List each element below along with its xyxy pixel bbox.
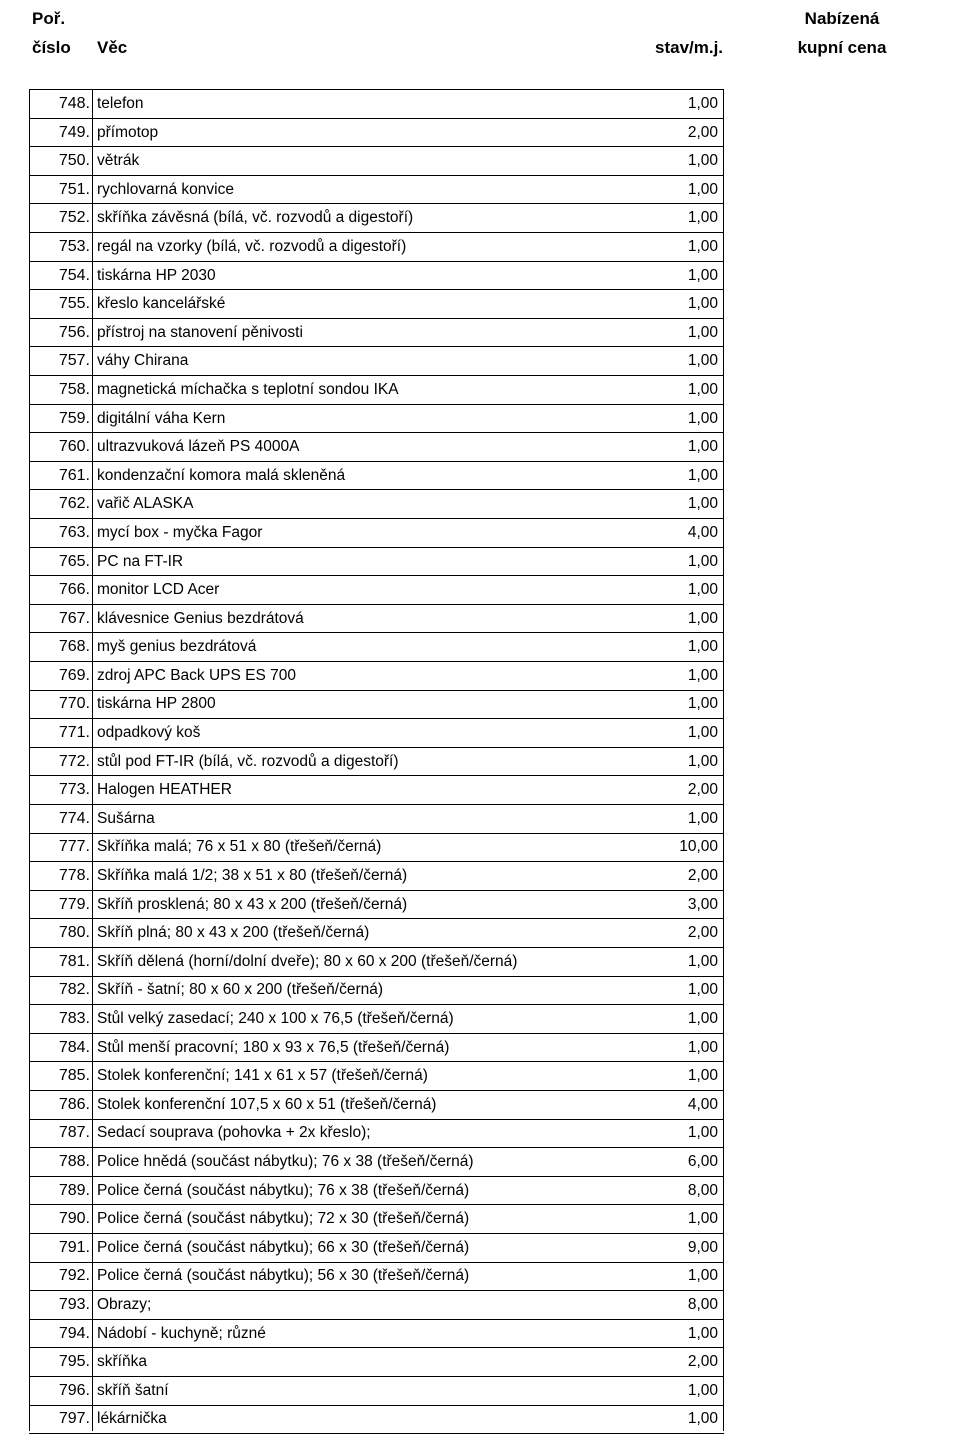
row-number: 796.: [58, 1381, 90, 1399]
row-item: zdroj APC Back UPS ES 700: [97, 666, 297, 684]
row-number: 758.: [58, 380, 90, 398]
header-item: Věc: [97, 38, 128, 57]
table-row: [0, 432, 960, 461]
table-body: [0, 89, 960, 1433]
row-item: přístroj na stanovení pěnivosti: [97, 323, 303, 341]
row-quantity: 8,00: [687, 1181, 718, 1199]
row-number: 755.: [58, 295, 90, 313]
table-row: [0, 404, 960, 433]
row-item: digitální váha Kern: [97, 409, 226, 427]
row-quantity: 2,00: [687, 1353, 718, 1371]
header-price-line2: kupní cena: [797, 38, 887, 57]
row-quantity: 1,00: [687, 552, 718, 570]
row-quantity: 1,00: [687, 1124, 718, 1142]
row-number: 754.: [58, 266, 90, 284]
table-row: [0, 175, 960, 204]
table-row: [0, 718, 960, 747]
row-item: Sedací souprava (pohovka + 2x křeslo);: [97, 1124, 371, 1142]
row-quantity: 1,00: [687, 266, 718, 284]
row-item: tiskárna HP 2800: [97, 695, 216, 713]
table-row: [0, 1261, 960, 1290]
row-quantity: 1,00: [687, 152, 718, 170]
row-number: 752.: [58, 209, 90, 227]
row-item: skříň šatní: [97, 1381, 169, 1399]
row-number: 780.: [58, 924, 90, 942]
table-row: [0, 1376, 960, 1405]
row-number: 761.: [58, 466, 90, 484]
row-item: přímotop: [97, 123, 159, 141]
row-quantity: 1,00: [687, 981, 718, 999]
table-row: [0, 318, 960, 347]
row-quantity: 1,00: [687, 752, 718, 770]
table-row: [0, 1290, 960, 1319]
table-header: [0, 0, 960, 90]
table-row: [0, 861, 960, 890]
header-price: [792, 4, 892, 62]
row-quantity: 1,00: [687, 581, 718, 599]
row-quantity: 1,00: [687, 638, 718, 656]
row-item: kondenzační komora malá skleněná: [97, 466, 346, 484]
row-item: magnetická míchačka s teplotní sondou IKA: [97, 380, 399, 398]
row-quantity: 1,00: [687, 180, 718, 198]
table-row: [0, 689, 960, 718]
row-quantity: 1,00: [687, 1267, 718, 1285]
table-row: [0, 346, 960, 375]
table-row: [0, 604, 960, 633]
row-quantity: 6,00: [687, 1152, 718, 1170]
row-item: telefon: [97, 95, 144, 112]
table-row: [0, 747, 960, 776]
row-number: 763.: [58, 523, 90, 541]
row-item: skříňka: [97, 1353, 147, 1371]
row-quantity: 1,00: [687, 295, 718, 313]
table-row: [0, 1233, 960, 1262]
table-row: [0, 1004, 960, 1033]
row-divider: [29, 1433, 724, 1434]
row-number: 773.: [58, 781, 90, 799]
row-quantity: 1,00: [687, 809, 718, 827]
row-item: stůl pod FT-IR (bílá, vč. rozvodů a digestoří): [97, 752, 399, 770]
row-item: myš genius bezdrátová: [97, 638, 257, 656]
row-number: 782.: [58, 981, 90, 999]
table-row: [0, 261, 960, 290]
header-number-line1: Poř.: [32, 9, 66, 28]
row-item: Skříň dělená (horní/dolní dveře); 80 x 60 x 200 (třešeň/černá): [97, 952, 518, 970]
table-row: [0, 661, 960, 690]
row-number: 768.: [58, 638, 90, 656]
row-quantity: 4,00: [687, 1095, 718, 1113]
row-quantity: 1,00: [687, 438, 718, 456]
table-row: [0, 375, 960, 404]
table-row: [0, 1090, 960, 1119]
header-number: [32, 4, 71, 62]
row-number: 757.: [58, 352, 90, 370]
row-number: 789.: [58, 1181, 90, 1199]
row-quantity: 1,00: [687, 1381, 718, 1399]
row-number: 783.: [58, 1010, 90, 1027]
row-item: PC na FT-IR: [97, 552, 184, 570]
row-number: 749.: [58, 123, 90, 141]
table-row: [0, 1061, 960, 1090]
row-number: 791.: [58, 1238, 90, 1256]
table-row: [0, 1176, 960, 1205]
table-row: [0, 203, 960, 232]
row-number: 794.: [58, 1324, 90, 1342]
row-quantity: 1,00: [687, 380, 718, 398]
row-quantity: 4,00: [687, 523, 718, 541]
row-item: regál na vzorky (bílá, vč. rozvodů a digestoří): [97, 237, 407, 255]
row-item: Police černá (součást nábytku); 66 x 30 (třešeň/černá): [97, 1238, 470, 1256]
row-quantity: 8,00: [687, 1295, 718, 1313]
row-item: lékárnička: [97, 1410, 167, 1428]
row-item: mycí box - myčka Fagor: [97, 523, 263, 541]
table-row: [0, 489, 960, 518]
row-number: 771.: [58, 724, 90, 742]
row-quantity: 1,00: [687, 695, 718, 713]
row-item: větrák: [97, 152, 140, 170]
row-number: 765.: [58, 552, 90, 570]
row-item: Stolek konferenční; 141 x 61 x 57 (třešeň/černá): [97, 1067, 428, 1085]
table-row: [0, 89, 960, 118]
row-item: křeslo kancelářské: [97, 295, 226, 313]
row-item: tiskárna HP 2030: [97, 266, 216, 284]
row-number: 792.: [58, 1267, 90, 1285]
row-number: 751.: [58, 180, 90, 198]
table-row: [0, 832, 960, 861]
row-quantity: 1,00: [687, 209, 718, 227]
row-quantity: 1,00: [687, 95, 718, 112]
row-number: 762.: [58, 495, 90, 513]
row-item: váhy Chirana: [97, 352, 189, 370]
table-row: [0, 918, 960, 947]
row-number: 797.: [58, 1410, 90, 1428]
row-quantity: 1,00: [687, 1010, 718, 1027]
row-quantity: 2,00: [687, 123, 718, 141]
row-number: 774.: [58, 809, 90, 827]
row-quantity: 2,00: [687, 781, 718, 799]
row-quantity: 1,00: [687, 409, 718, 427]
row-quantity: 1,00: [687, 1324, 718, 1342]
row-number: 753.: [58, 237, 90, 255]
row-number: 779.: [58, 895, 90, 913]
row-number: 795.: [58, 1353, 90, 1371]
table-row: [0, 804, 960, 833]
table-row: [0, 461, 960, 490]
table-row: [0, 975, 960, 1004]
row-quantity: 1,00: [687, 352, 718, 370]
row-quantity: 1,00: [687, 952, 718, 970]
row-quantity: 1,00: [687, 666, 718, 684]
header-price-line1: Nabízená: [804, 9, 880, 28]
row-number: 767.: [58, 609, 90, 627]
row-item: Obrazy;: [97, 1295, 152, 1313]
row-item: Police černá (součást nábytku); 76 x 38 (třešeň/černá): [97, 1181, 470, 1199]
row-number: 784.: [58, 1038, 90, 1056]
header-number-line2: číslo: [32, 38, 71, 57]
table-row: [0, 146, 960, 175]
table-row: [0, 632, 960, 661]
row-item: rychlovarná konvice: [97, 180, 234, 198]
row-item: ultrazvuková lázeň PS 4000A: [97, 438, 300, 456]
row-item: Skříň plná; 80 x 43 x 200 (třešeň/černá): [97, 924, 370, 942]
row-number: 777.: [58, 838, 90, 856]
row-number: 748.: [58, 95, 90, 112]
row-number: 787.: [58, 1124, 90, 1142]
table-row: [0, 1347, 960, 1376]
row-quantity: 1,00: [687, 609, 718, 627]
row-quantity: 1,00: [687, 1038, 718, 1056]
row-item: monitor LCD Acer: [97, 581, 220, 599]
table-row: [0, 518, 960, 547]
row-item: Police černá (součást nábytku); 72 x 30 (třešeň/černá): [97, 1210, 470, 1228]
table-row: [0, 1404, 960, 1433]
header-state: stav/m.j.: [655, 38, 724, 57]
row-quantity: 1,00: [687, 1067, 718, 1085]
row-item: Skříňka malá 1/2; 38 x 51 x 80 (třešeň/černá): [97, 867, 408, 885]
table-row: [0, 118, 960, 147]
row-item: klávesnice Genius bezdrátová: [97, 609, 304, 627]
row-number: 770.: [58, 695, 90, 713]
row-item: Halogen HEATHER: [97, 781, 232, 799]
row-number: 759.: [58, 409, 90, 427]
row-number: 790.: [58, 1210, 90, 1228]
row-quantity: 1,00: [687, 1210, 718, 1228]
row-number: 781.: [58, 952, 90, 970]
row-number: 769.: [58, 666, 90, 684]
table-row: [0, 575, 960, 604]
table-row: [0, 1319, 960, 1348]
table-row: [0, 775, 960, 804]
row-number: 750.: [58, 152, 90, 170]
table-row: [0, 890, 960, 919]
row-quantity: 2,00: [687, 924, 718, 942]
table-row: [0, 1147, 960, 1176]
row-item: Police černá (součást nábytku); 56 x 30 (třešeň/černá): [97, 1267, 470, 1285]
row-quantity: 1,00: [687, 466, 718, 484]
row-item: Police hnědá (součást nábytku); 76 x 38 (třešeň/černá): [97, 1152, 474, 1170]
row-quantity: 1,00: [687, 495, 718, 513]
table-row: [0, 289, 960, 318]
row-number: 793.: [58, 1295, 90, 1313]
row-number: 766.: [58, 581, 90, 599]
row-item: Stůl velký zasedací; 240 x 100 x 76,5 (třešeň/černá): [97, 1010, 454, 1027]
table-row: [0, 547, 960, 576]
row-quantity: 9,00: [687, 1238, 718, 1256]
row-item: Skříňka malá; 76 x 51 x 80 (třešeň/černá): [97, 838, 382, 856]
row-number: 785.: [58, 1067, 90, 1085]
row-item: vařič ALASKA: [97, 495, 194, 513]
row-item: Skříň prosklená; 80 x 43 x 200 (třešeň/černá): [97, 895, 408, 913]
row-item: odpadkový koš: [97, 724, 201, 742]
row-item: Stůl menší pracovní; 180 x 93 x 76,5 (třešeň/černá): [97, 1038, 450, 1056]
row-item: Nádobí - kuchyně; různé: [97, 1324, 266, 1342]
row-quantity: 1,00: [687, 323, 718, 341]
row-item: Stolek konferenční 107,5 x 60 x 51 (třešeň/černá): [97, 1095, 437, 1113]
row-item: skříňka závěsná (bílá, vč. rozvodů a digestoří): [97, 209, 414, 227]
row-quantity: 3,00: [687, 895, 718, 913]
row-number: 788.: [58, 1152, 90, 1170]
row-item: Skříň - šatní; 80 x 60 x 200 (třešeň/černá): [97, 981, 384, 999]
row-number: 778.: [58, 867, 90, 885]
row-quantity: 2,00: [687, 867, 718, 885]
table-row: [0, 947, 960, 976]
row-number: 756.: [58, 323, 90, 341]
row-number: 786.: [58, 1095, 90, 1113]
row-quantity: 1,00: [687, 237, 718, 255]
table-row: [0, 232, 960, 261]
row-number: 772.: [58, 752, 90, 770]
row-quantity: 1,00: [687, 1410, 718, 1428]
row-number: 760.: [58, 438, 90, 456]
table-row: [0, 1204, 960, 1233]
row-quantity: 10,00: [679, 838, 718, 856]
row-item: Sušárna: [97, 809, 155, 827]
row-quantity: 1,00: [687, 724, 718, 742]
table-row: [0, 1033, 960, 1062]
table-row: [0, 1118, 960, 1147]
